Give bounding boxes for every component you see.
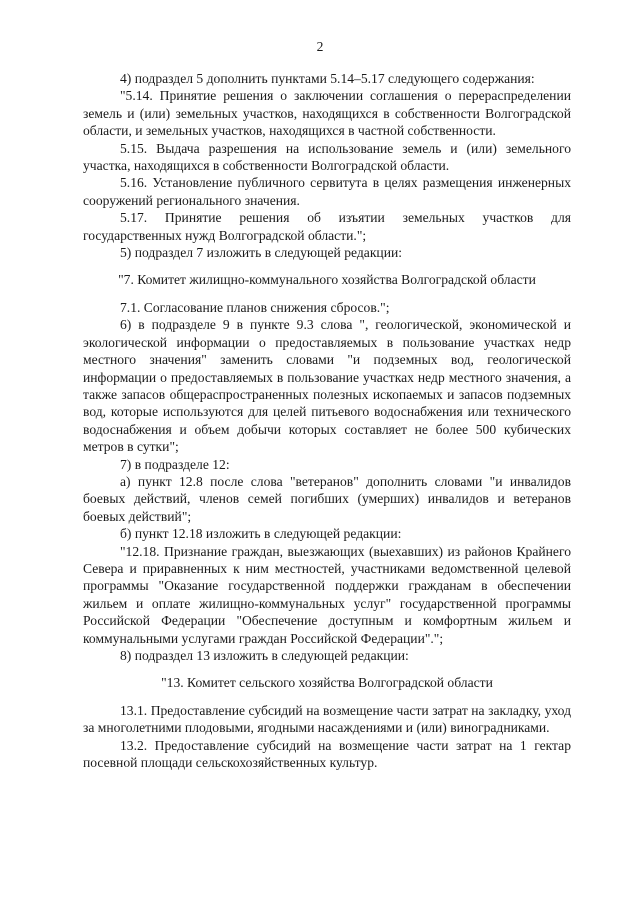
paragraph-5-17: 5.17. Принятие решения об изъятии земельных участков для государственных нужд Волгоградской области."; xyxy=(83,210,571,243)
paragraph-7-1: 7.1. Согласование планов снижения сбросов."; xyxy=(120,299,390,315)
heading-section-13: "13. Комитет сельского хозяйства Волгоградской области xyxy=(161,675,493,691)
document-body xyxy=(83,70,571,771)
paragraph-5-16: 5.16. Установление публичного сервитута в целях размещения инженерных сооружений регионального значения. xyxy=(83,175,571,208)
paragraph-13-1: 13.1. Предоставление субсидий на возмещение части затрат на закладку, уход за многолетними плодовыми, ягодными насаждениями и (или) виноградниками. xyxy=(83,702,571,736)
page-number: 2 xyxy=(316,39,324,54)
paragraph-item-7a: а) пункт 12.8 после слова "ветеранов" дополнить словами "и инвалидов боевых действий, членов семей погибших (умерших) инвалидов и ветеранов боевых действий"; xyxy=(83,473,571,524)
paragraph-12-18: "12.18. Признание граждан, выезжающих (выехавших) из районов Крайнего Севера и приравненных к ним местностей, участниками ведомственной целевой программы "Оказание государственной поддержки гражданам в обеспечении жильем и оплате жилищно-коммунальных услуг" государственной программы Российской Федерации "Обеспечение доступным и комфортным жильем и коммунальными услугами граждан Российской Федерации"."; xyxy=(83,543,571,646)
heading-section-7: "7. Комитет жилищно-коммунального хозяйства Волгоградской области xyxy=(118,272,536,288)
paragraph-5-15: 5.15. Выдача разрешения на использование земель и (или) земельного участка, находящихся в собственности Волгоградской области. xyxy=(83,140,571,174)
paragraph-item-6: 6) в подразделе 9 в пункте 9.3 слова ", геологической, экономической и экологической информации о предоставляемых в пользование участках недр местного значения" заменить словами "и подземных вод, геологической информации о предоставляемых в пользование участках недр местного значения, а также запасов общераспространенных полезных ископаемых и запасов подземных вод, которые используются для целей питьевого водоснабжения или технического водоснабжения и объем добычи которых составляет не более 500 кубических метров в сутки"; xyxy=(83,317,571,455)
paragraph-13-2: 13.2. Предоставление субсидий на возмещение части затрат на 1 гектар посевной площади сельскохозяйственных культур. xyxy=(83,737,571,771)
paragraph-item-7: 7) в подразделе 12: xyxy=(120,456,230,472)
paragraph-5-14: "5.14. Принятие решения о заключении соглашения о перераспределении земель и (или) земельных участков, находящихся в собственности Волгоградской области, и земельных участков, находящихся в частной собственности. xyxy=(83,88,571,139)
paragraph-item-7b: б) пункт 12.18 изложить в следующей редакции: xyxy=(120,526,402,542)
paragraph-item-4: 4) подраздел 5 дополнить пунктами 5.14–5.17 следующего содержания: xyxy=(120,71,535,86)
paragraph-item-5: 5) подраздел 7 изложить в следующей редакции: xyxy=(120,245,403,261)
paragraph-item-8: 8) подраздел 13 изложить в следующей редакции: xyxy=(120,648,409,663)
